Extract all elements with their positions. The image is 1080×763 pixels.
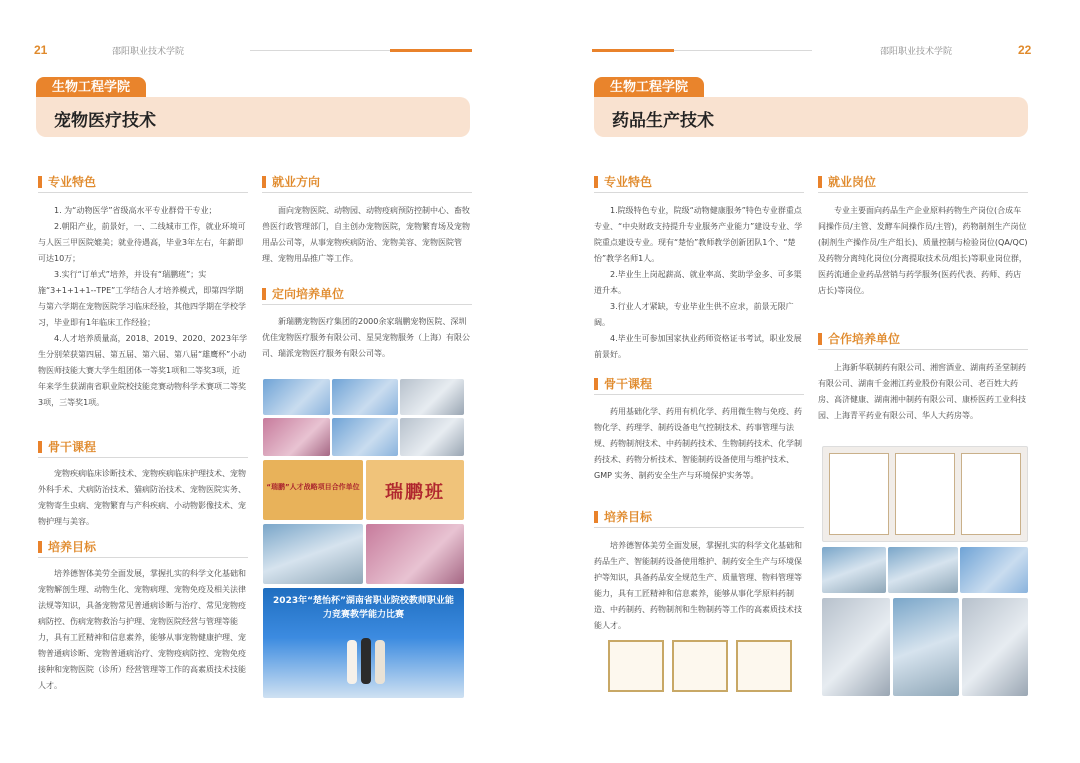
heading-rule [594, 527, 804, 528]
department-tab: 生物工程学院 [594, 77, 704, 99]
plaque-text: “瑞鹏”人才战略项目合作单位 [266, 483, 360, 491]
goals-text [38, 566, 248, 694]
heading-marker [594, 378, 598, 390]
core-courses: 宠物疾病临床诊断技术、宠物疾病临床护理技术、宠物外科手术、犬病防治技术、猫病防治技术、宠物医院实务、宠物寄生虫病、宠物繁育与产科疾病、小动物影像技术、宠物护理与美容。 [38, 469, 246, 526]
certificate-image [829, 453, 889, 535]
section-label: 就业方向 [272, 175, 321, 189]
section-label: 骨干课程 [48, 440, 97, 454]
header-accent [390, 49, 472, 52]
training-photo [400, 379, 464, 415]
competition-photo [263, 588, 464, 698]
section-label: 培养目标 [604, 510, 653, 524]
person-figure [361, 638, 371, 684]
heading-marker [594, 176, 598, 188]
section-heading-employment [818, 172, 1028, 192]
section-label: 专业特色 [604, 175, 653, 189]
surgery-photo [263, 418, 330, 456]
feature-item: 3.实行“订单式”培养，并设有“瑞鹏班”；实施“3+1+1+1--TPE”工学结合人才培养模式，即第四学期与第六学期在宠物医院学习临床经验，其他四学期在学校学习，毕业即有1年临床工作经验； [38, 270, 246, 327]
training-goals: 培养德智体美劳全面发展，掌握扎实的科学文化基础和宠物解剖生理、动物生化、宠物病理、宠物免疫及相关法律法规等知识，具备宠物常见普通病诊断与治疗、常见宠物疫病防控、伤病宠物救治与护理、宠物医院经营与管理等能力，具有工匠精神和信息素养，能够从事宠物健康护理、宠物普通病诊断、宠物普通病治疗、宠物疫病防控、宠物免疫接种和宠物医院（诊所）经营管理等工作的高素质技术技能人才。 [38, 569, 246, 690]
section-label: 专业特色 [48, 175, 97, 189]
certificate-image [895, 453, 955, 535]
heading-marker [38, 541, 42, 553]
ceremony-photo [400, 418, 464, 456]
heading-marker [262, 176, 266, 188]
heading-marker [594, 511, 598, 523]
heading-marker [818, 176, 822, 188]
goals-text [594, 538, 804, 634]
page-header: 邵阳职业技术学院 [880, 47, 953, 57]
section-heading-core [594, 374, 804, 394]
section-label: 就业岗位 [828, 175, 877, 189]
equipment-photo [822, 598, 890, 696]
section-heading-core [38, 437, 248, 457]
workshop-photo [960, 547, 1028, 593]
feature-item: 4.毕业生可参加国家执业药师资格证书考试，职业发展前景好。 [594, 334, 802, 359]
honor-certificates [594, 638, 804, 696]
person-figure [347, 640, 357, 684]
heading-rule [262, 192, 472, 193]
employment-text [818, 203, 1028, 299]
certificate-image [736, 640, 792, 692]
plaque-title: 瑞鹏班 [385, 482, 445, 503]
core-courses: 药用基础化学、药用有机化学、药用微生物与免疫、药物化学、药理学、制药设备电气控制技术、药事管理与法规、药物制剂技术、中药制药技术、生物制药技术、化学制药技术、药物分析技术、智能制药设备使用与维护技术、GMP 实务、制药安全生产与环境保护实务等。 [594, 407, 802, 480]
students-photo [332, 418, 398, 456]
page-number: 21 [34, 43, 48, 57]
heading-rule [818, 349, 1028, 350]
major-title: 宠物医疗技术 [54, 111, 156, 131]
classroom-photo [888, 547, 958, 593]
section-heading-employment [262, 172, 472, 192]
header-accent [592, 49, 674, 52]
page-header: 邵阳职业技术学院 [112, 47, 185, 57]
section-heading-features [594, 172, 804, 192]
feature-item: 3.行业人才紧缺，专业毕业生供不应求，前景无限广阔。 [594, 302, 794, 327]
employment-positions: 专业主要面向药品生产企业原料药物生产岗位(合成车间操作员/主管、发酵车间操作员/主管)，药物制剂生产岗位(制剂生产操作员/生产组长)、质量控制与检验岗位(QA/QC)及药物分离纯化岗位(分离提取技术员/组长)等职业岗位群，医药流通企业药品营销与药学服务(医药代表、药师、药店店长)等岗位。 [818, 206, 1028, 295]
core-courses-text [594, 404, 804, 484]
certificate-image [672, 640, 728, 692]
lab-photo [263, 524, 363, 584]
machine-photo [962, 598, 1028, 696]
heading-rule [818, 192, 1028, 193]
employment-text [262, 203, 472, 267]
feature-item: 2.毕业生上岗起薪高、就业率高、奖助学金多、可多渠道升本。 [594, 270, 802, 295]
section-heading-goals [38, 537, 248, 557]
major-title: 药品生产技术 [612, 111, 714, 131]
heading-rule [594, 192, 804, 193]
person-figure [375, 640, 385, 684]
heading-rule [38, 557, 248, 558]
award-plaque-photo [263, 460, 363, 520]
core-courses-text [38, 466, 248, 530]
partners-text [262, 314, 472, 362]
student-lab-photo [893, 598, 959, 696]
practice-photo [366, 524, 464, 584]
right-page [540, 0, 1080, 763]
heading-marker [38, 176, 42, 188]
team-photo [332, 379, 398, 415]
partner-units: 新瑞鹏宠物医疗集团的2000余家瑞鹏宠物医院、深圳优佳宠物医疗服务有限公司、星昊宠物服务（上海）有限公司、瑞派宠物医疗服务有限公司等。 [262, 317, 470, 358]
features-text [594, 203, 804, 363]
certificates-photo [822, 446, 1028, 542]
class-plaque-photo [366, 460, 464, 520]
partner-units: 上海新华联制药有限公司、湘窖酒业、湖南药圣堂制药有限公司、湖南千金湘江药业股份有限公司、老百姓大药房、高济健康、湖南湘中制药有限公司、康桥医药工业科技园、上海青平药业有限公司、华人大药房等。 [818, 363, 1026, 420]
feature-item: 2.朝阳产业，前景好，一、二线城市工作，就业环境可与人医三甲医院媲美；就业待遇高，毕业3年左右，年薪即可达10万； [38, 222, 246, 263]
feature-item: 1. 为“动物医学”省级高水平专业群骨干专业； [54, 206, 217, 215]
feature-item: 4.人才培养质量高，2018、2019、2020、2023年学生分别荣获第四届、第五届、第六届、第八届“雄鹰杯”小动物医师技能大赛大学生组团体一等奖1项和二等奖3项，近年来学生获湖南省职业院校技能竞赛动物科学术赛项二等奖3项，三等奖1项。 [38, 334, 248, 407]
department-tab: 生物工程学院 [36, 77, 146, 99]
classroom-photo [263, 379, 330, 415]
heading-marker [818, 333, 822, 345]
section-label: 培养目标 [48, 540, 97, 554]
heading-rule [594, 394, 804, 395]
section-heading-partners [262, 284, 472, 304]
heading-marker [262, 288, 266, 300]
section-heading-goals [594, 507, 804, 527]
heading-rule [38, 192, 248, 193]
certificate-image [608, 640, 664, 692]
section-label: 定向培养单位 [272, 287, 345, 301]
heading-marker [38, 441, 42, 453]
training-goals: 培养德智体美劳全面发展，掌握扎实的科学文化基础和药品生产、智能制药设备使用维护、制药安全生产与环境保护等知识，具备药品安全规范生产、质量管理、物料管理等能力，具有工匠精神和信息素养，能够从事化学原料药制造、中药制药、药物制剂和生物制药等工作的高素质技术技能人才。 [594, 541, 802, 630]
section-label: 合作培养单位 [828, 332, 901, 346]
employment-direction: 面向宠物医院、动物园、动物疫病预防控制中心、畜牧兽医行政管理部门，自主创办宠物医院，宠物繁育场及宠物用品公司等，从事宠物疾病防治、宠物美容、宠物医院管理、宠物用品推广等工作。 [262, 206, 470, 263]
page-number: 22 [1018, 43, 1032, 57]
partners-text [818, 360, 1028, 424]
heading-rule [38, 457, 248, 458]
section-heading-partners [818, 329, 1028, 349]
major-banner [36, 97, 470, 137]
competition-banner: 2023年“楚怡杯”湖南省职业院校教师职业能力竞赛教学能力比赛 [273, 596, 454, 620]
features-text [38, 203, 248, 411]
major-banner [594, 97, 1028, 137]
heading-rule [262, 304, 472, 305]
section-label: 骨干课程 [604, 377, 653, 391]
section-heading-features [38, 172, 248, 192]
certificate-image [961, 453, 1021, 535]
lab-photo [822, 547, 886, 593]
feature-item: 1.院级特色专业，院级“动物健康服务”特色专业群重点专业、“中央财政支持提升专业服务产业能力”建设专业、学院重点建设专业。现有“楚怡”教师教学创新团队1个、“楚怡”教学名师1人。 [594, 206, 803, 263]
